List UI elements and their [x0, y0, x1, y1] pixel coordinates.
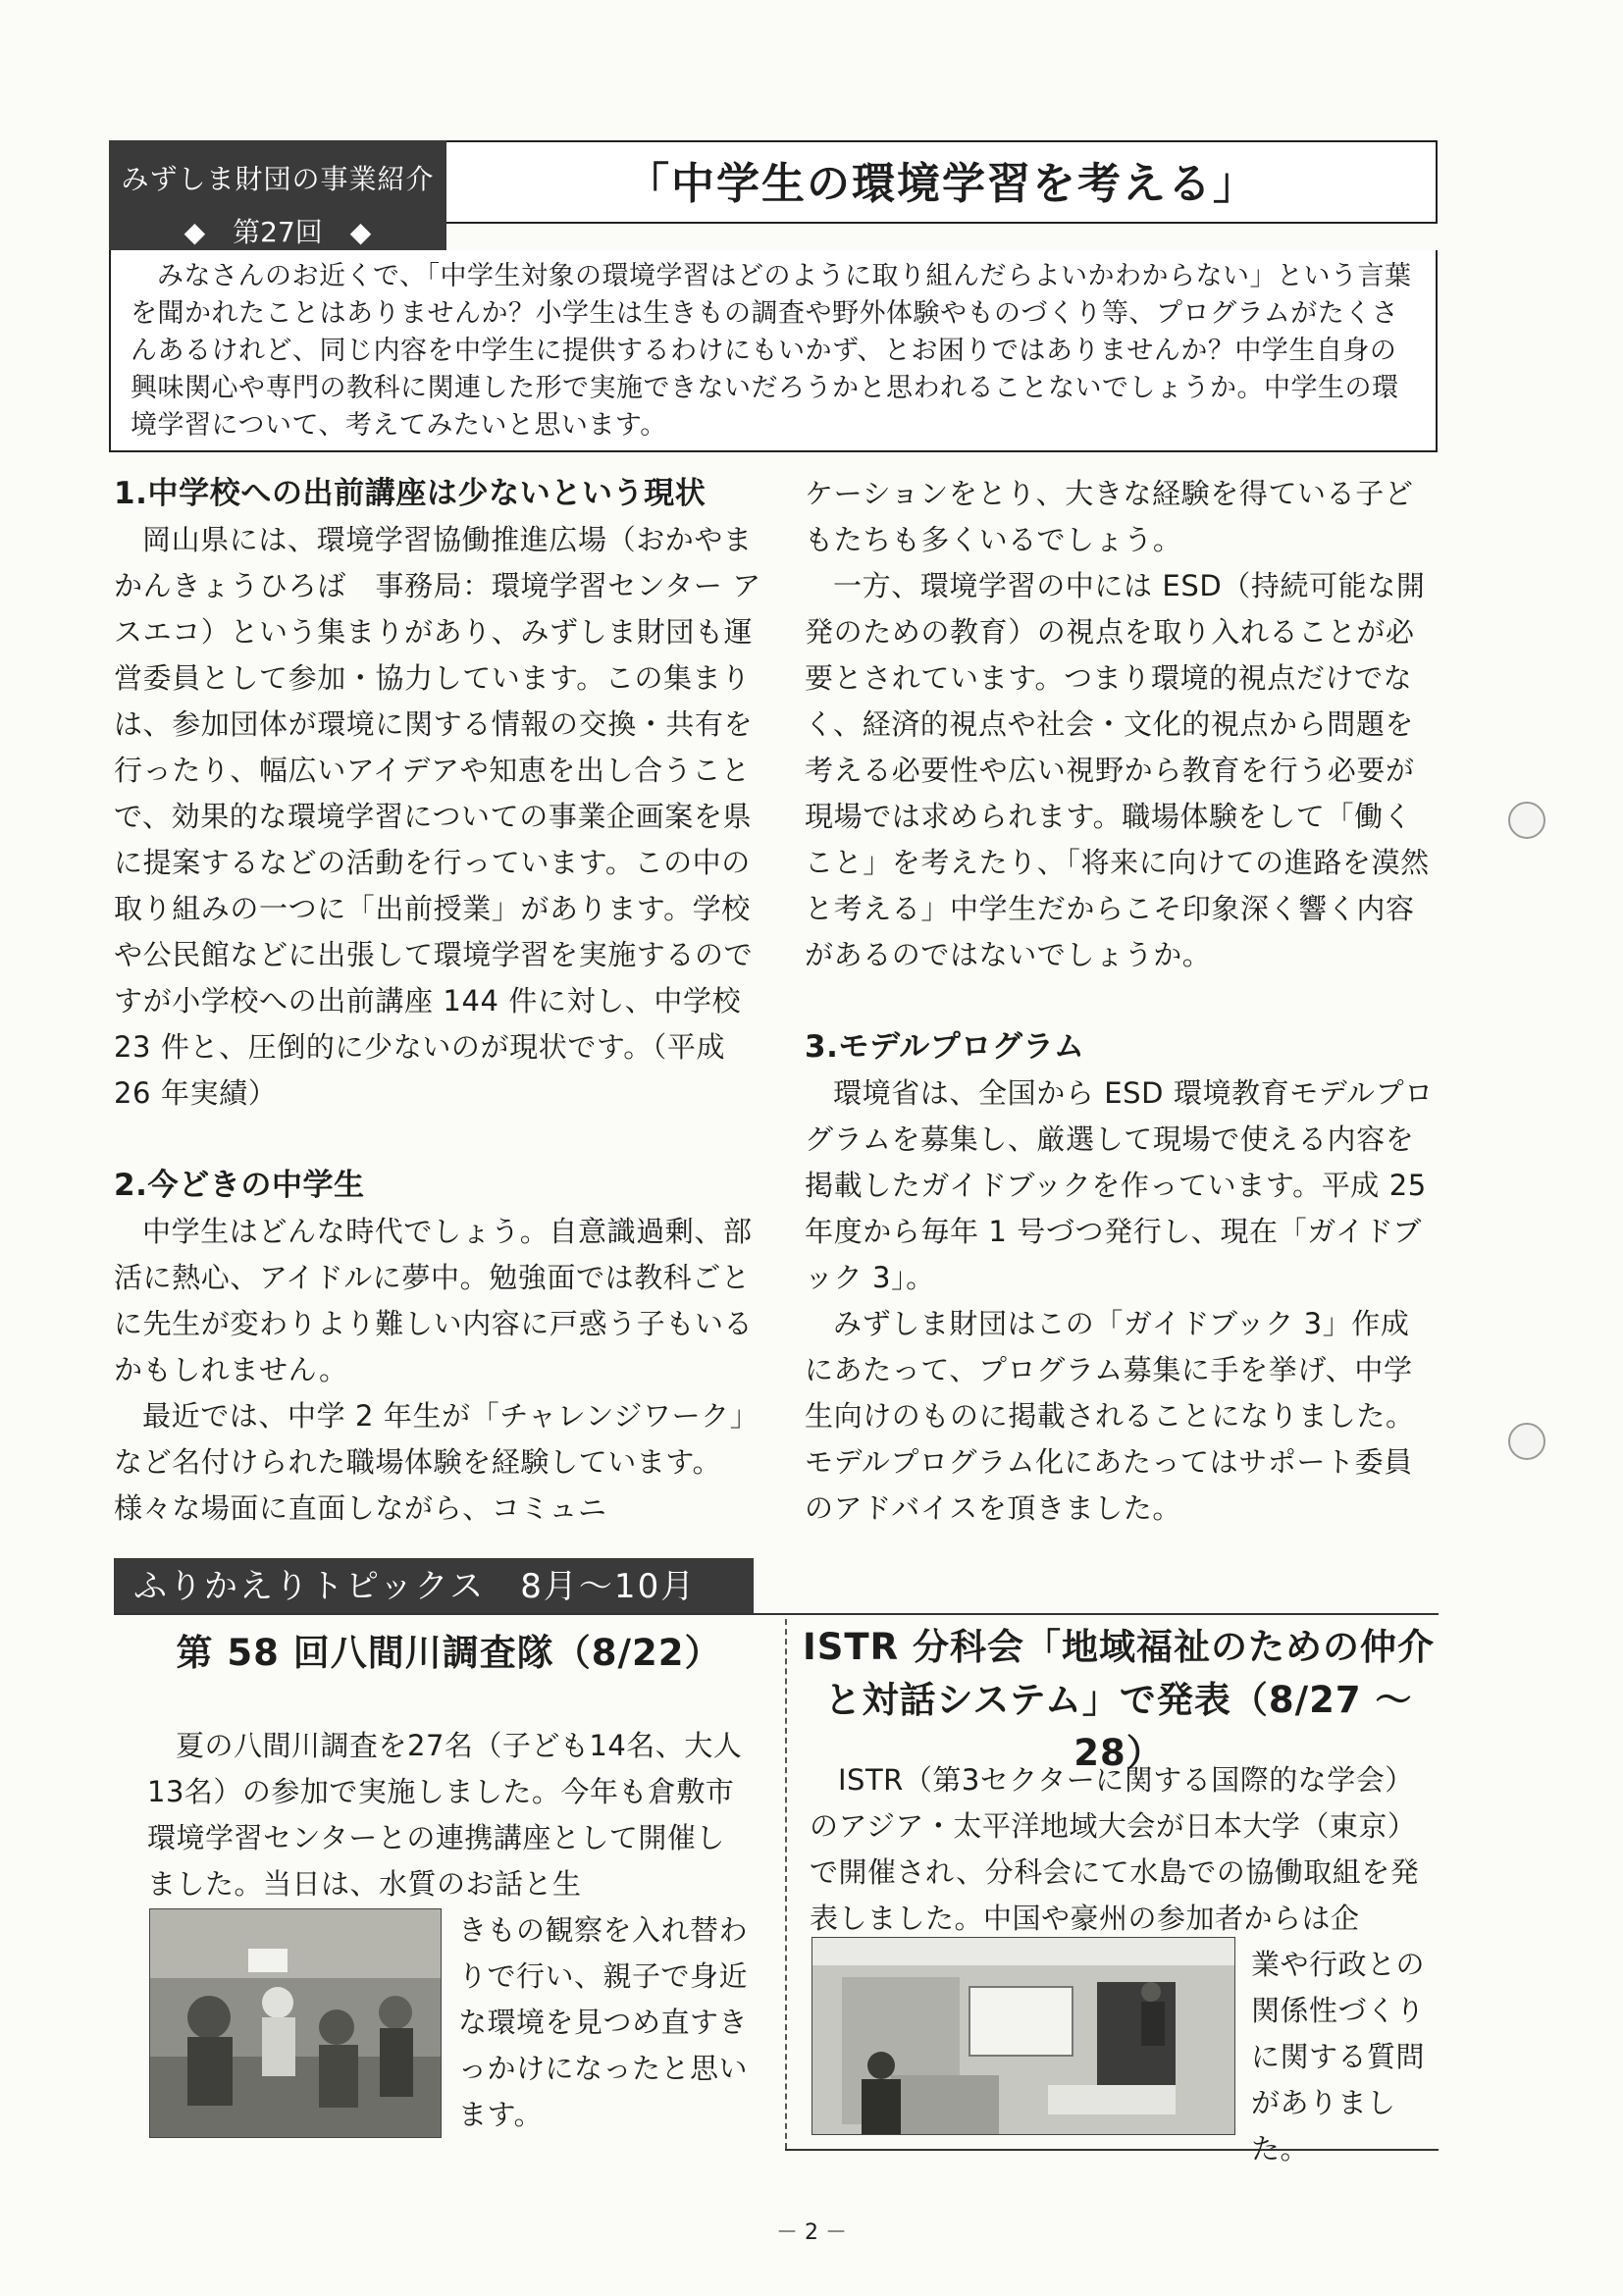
page-title: 「中学生の環境学習を考える」 — [626, 159, 1258, 209]
topics-rule — [114, 1613, 1439, 1615]
binder-hole — [1508, 1423, 1545, 1460]
series-badge — [109, 140, 446, 250]
article-column-left — [114, 471, 761, 1532]
topic-left-text: 夏の八間川調査を27名（子ども14名、大人13名）の参加で実施しました。今年も倉敷市環境学習センターとの連携講座として開催しました。当日は、水質のお話と生 — [147, 1729, 743, 1901]
topic-left-title: 第 58 回八間川調査隊（8/22） — [176, 1632, 722, 1674]
topic-right-text-wrap: 業や行政との関係性づくりに関する質問がありました。 — [1251, 1948, 1426, 2166]
section-2-paragraph-1: 中学生はどんな時代でしょう。自意識過剰、部活に熱心、アイドルに夢中。勉強面では教科ごとに先生が変わりより難しい内容に戸惑う子もいるかもしれません。 — [114, 1215, 754, 1386]
topic-right-title: ISTR 分科会「地域福祉のための仲介と対話システム」で発表（8/27 ～ 28） — [802, 1626, 1436, 1774]
section-1-heading: 1.中学校への出前講座は少ないという現状 — [114, 476, 707, 511]
section-2-paragraph-3: 一方、環境学習の中には ESD（持続可能な開発のための教育）の視点を取り入れることが必要とされています。つまり環境的視点だけでなく、経済的視点や社会・文化的視点から問題を考える必要性や広い視野から教育を行う必要が現場では求められます。職場体験をして「働くこと」を考えたり、「将来に向けての進路を漠然と考える」中学生だからこそ印象深く響く内容があるのではないでしょうか。 — [805, 569, 1430, 971]
page-number: － 2 － — [776, 2220, 847, 2245]
issue-number: ◆ 第27回 ◆ — [183, 216, 372, 248]
article-column-right — [805, 471, 1439, 1532]
section-2-paragraph-2: 最近では、中学 2 年生が「チャレンジワーク」など名付けられた職場体験を経験しています。様々な場面に直面しながら、コミュニ — [114, 1399, 759, 1525]
intro-text: みなさんのお近くで、「中学生対象の環境学習はどのように取り組んだらよいかわからない」という言葉を聞かれたことはありませんか？小学生は生きもの調査や野外体験やものづくり等、プログラムがたくさんあるけれど、同じ内容を中学生に提供するわけにもいかず、とお困りではありませんか？中学生自身の興味関心や専門の教科に関連した形で実施できないだろうかと思われることないでしょうか。中学生の環境学習について、考えてみたいと思います。 — [109, 250, 1438, 452]
section-1-paragraph: 岡山県には、環境学習協働推進広場（おかやまかんきょうひろば 事務局：環境学習センター アスエコ）という集まりがあり、みずしま財団も運営委員として参加・協力しています。この集まりは、参加団体が環境に関する情報の交換・共有を行ったり、幅広いアイデアや知恵を出し合うことで、効果的な環境学習についての事業企画案を県に提案するなどの活動を行っています。この中の取り組みの一つに「出前授業」があります。学校や公民館などに出張して環境学習を実施するのですが小学校への出前講座 144 件に対し、中学校 23 件と、圧倒的に少ないのが現状です。（平成 26 年実績） — [114, 523, 761, 1110]
section-3-heading: 3.モデルプログラム — [805, 1029, 1085, 1065]
section-2-paragraph-2-continued: ケーションをとり、大きな経験を得ている子どもたちも多くいるでしょう。 — [805, 477, 1414, 556]
section-3-paragraph-1: 環境省は、全国から ESD 環境教育モデルプログラムを募集し、厳選して現場で使える内容を掲載したガイドブックを作っています。平成 25 年度から毎年 1 号づつ発行し、現在「ガイドブック 3」。 — [805, 1076, 1434, 1294]
conference-photo — [812, 1937, 1235, 2135]
river-survey-photo — [149, 1908, 442, 2138]
section-3-paragraph-2: みずしま財団はこの「ガイドブック 3」作成にあたって、プログラム募集に手を挙げ、中学生向けのものに掲載されることになりました。モデルプログラム化にあたってはサポート委員のアドバイスを頂きました。 — [805, 1307, 1415, 1525]
section-2-heading: 2.今どきの中学生 — [114, 1168, 365, 1203]
binder-hole — [1508, 802, 1545, 839]
topic-left-text-wrap: きもの観察を入れ替わりで行い、親子で身近な環境を見つめ直すきっかけになったと思います。 — [458, 1913, 749, 2131]
series-label: みずしま財団の事業紹介 — [121, 163, 435, 195]
topic-right-text: ISTR（第3セクターに関する国際的な学会）のアジア・太平洋地域大会が日本大学（東京）で開催され、分科会にて水島での協働取組を発表しました。中国や豪州の参加者からは企 — [810, 1763, 1420, 1935]
topics-bar: ふりかえりトピックス 8月～10月 — [114, 1558, 754, 1615]
topics-divider — [785, 1619, 787, 2149]
